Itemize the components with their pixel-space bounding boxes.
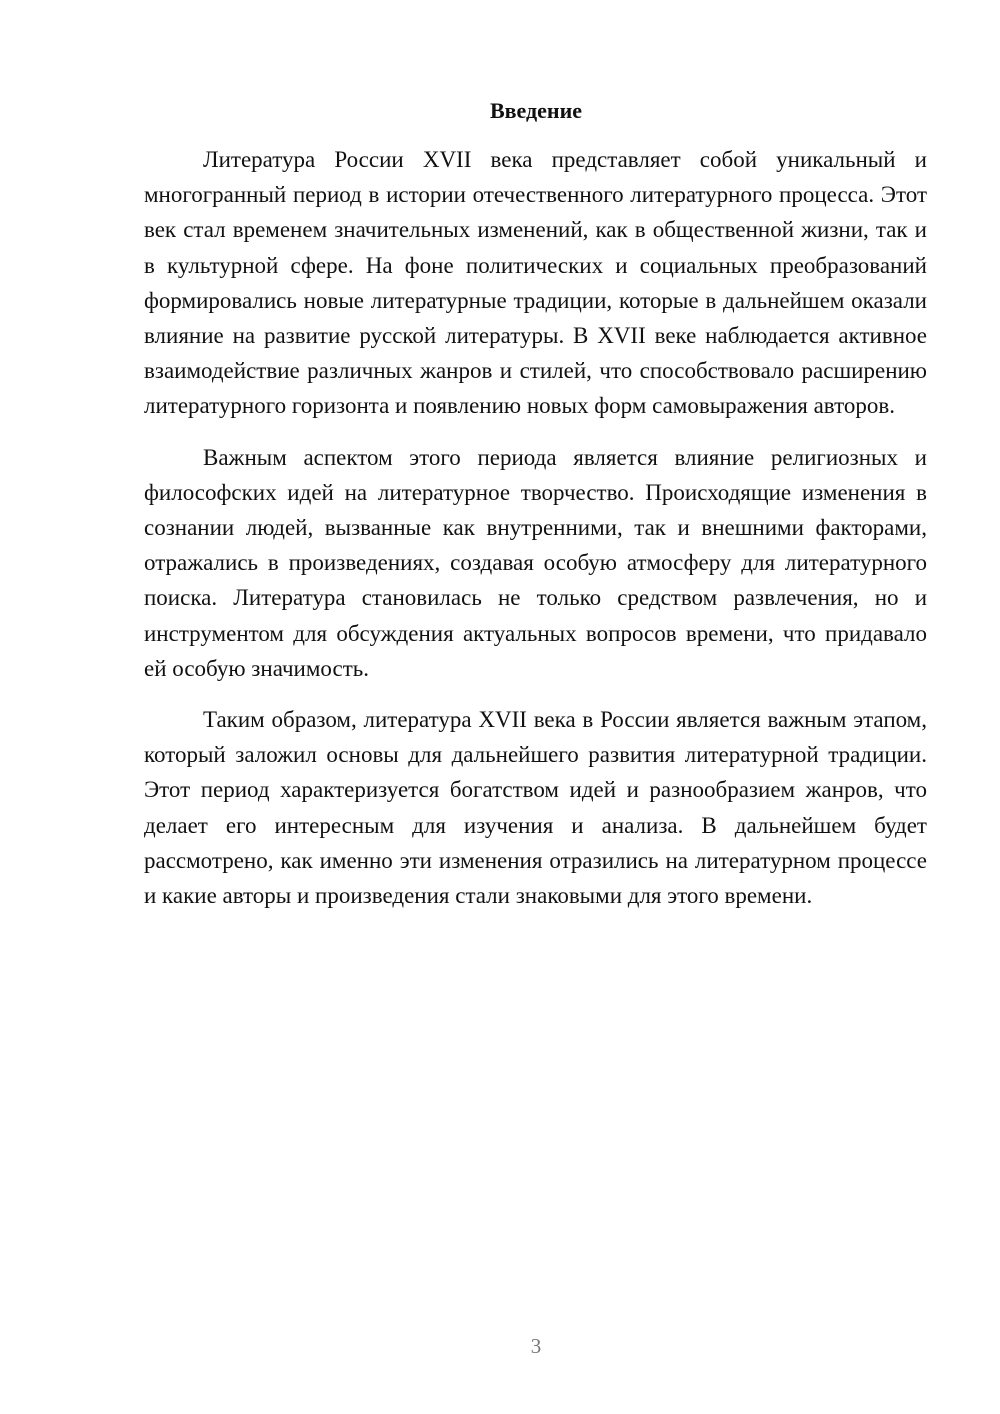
page-number: 3 [530, 1334, 542, 1358]
paragraph-2: Важным аспектом этого периода является влияние религиозных и философских идей на литературное творчество. Происходящие изменения в сознании людей, вызванные как внутренними, так и внешними факторами, отражались в произведениях, создавая особую атмосферу для литературного поиска. Литература становилась не только средством развлечения, но и инструментом для обсуждения актуальных вопросов времени, что придавало ей особую значимость. [144, 444, 927, 681]
paragraph-3: Таким образом, литература XVII века в России является важным этапом, который заложил основы для дальнейшего развития литературной традиции. Этот период характеризуется богатством идей и разнообразием жанров, что делает его интересным для изучения и анализа. В дальнейшем будет рассмотрено, как именно эти изменения отразились на литературном процессе и какие авторы и произведения стали знаковыми для этого времени. [144, 707, 927, 909]
paragraph-1: Литература России XVII века представляет собой уникальный и многогранный период в истории отечественного литературного процесса. Этот век стал временем значительных изменений, как в общественной жизни, так и в культурной сфере. На фоне политических и социальных преобразований формировались новые литературные традиции, которые в дальнейшем оказали влияние на развитие русской литературы. В XVII веке наблюдается активное взаимодействие различных жанров и стилей, что способствовало расширению литературного горизонта и появлению новых форм самовыражения авторов. [144, 147, 927, 419]
body-text [144, 142, 927, 929]
section-heading: Введение [489, 98, 583, 123]
